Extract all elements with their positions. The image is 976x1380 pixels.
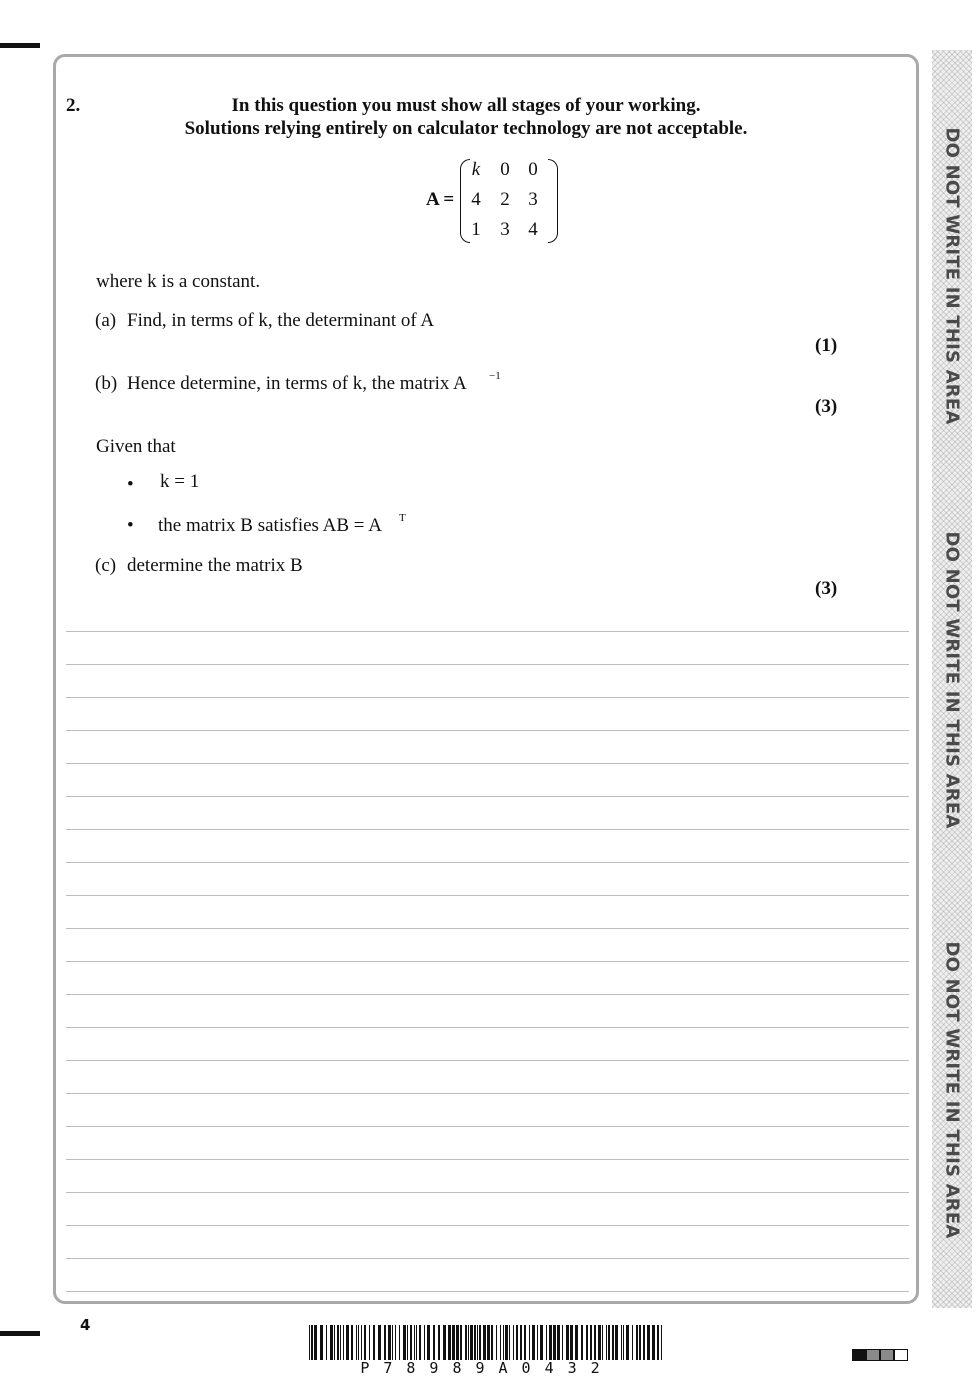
- barcode-bar: [505, 1325, 508, 1360]
- page-number: 4: [80, 1316, 91, 1334]
- barcode-bar: [661, 1325, 662, 1360]
- right-parenthesis: [548, 159, 558, 243]
- barcode-bar: [474, 1325, 476, 1360]
- barcode-bar: [392, 1325, 393, 1360]
- matrix-cell: 3: [528, 189, 538, 210]
- barcode-bar: [623, 1325, 624, 1360]
- barcode-bar: [399, 1325, 400, 1360]
- barcode-bar: [479, 1325, 481, 1360]
- condition-1: k = 1: [160, 471, 200, 492]
- answer-line[interactable]: [66, 1225, 909, 1226]
- barcode-bar: [460, 1325, 462, 1360]
- part-b-sup: −1: [489, 370, 501, 382]
- barcode-bar: [532, 1325, 535, 1360]
- barcode-bar: [448, 1325, 451, 1360]
- matrix-cell: 1: [471, 219, 481, 240]
- barcode-bar: [608, 1325, 610, 1360]
- barcode-bar: [309, 1325, 310, 1360]
- answer-line[interactable]: [66, 1192, 909, 1193]
- barcode-bar: [465, 1325, 467, 1360]
- part-a-label: (a): [95, 310, 117, 331]
- barcode-bar: [334, 1325, 335, 1360]
- margin-mark-top: [0, 43, 40, 48]
- barcode-bar: [562, 1325, 563, 1360]
- barcode-bar: [346, 1325, 349, 1360]
- answer-line[interactable]: [66, 1126, 909, 1127]
- answer-line[interactable]: [66, 928, 909, 929]
- barcode-bar: [570, 1325, 573, 1360]
- barcode-bar: [311, 1325, 313, 1360]
- condition-2: the matrix B satisfies AB = A: [158, 515, 382, 536]
- barcode-bar: [487, 1325, 490, 1360]
- barcode-bar: [410, 1325, 412, 1360]
- barcode-bar: [647, 1325, 650, 1360]
- part-b-label: (b): [95, 373, 118, 394]
- barcode: [309, 1325, 665, 1360]
- barcode-bar: [330, 1325, 333, 1360]
- barcode-bar: [477, 1325, 478, 1360]
- barcode-bar: [513, 1325, 514, 1360]
- answer-line[interactable]: [66, 631, 909, 632]
- barcode-bar: [438, 1325, 440, 1360]
- barcode-bar: [590, 1325, 592, 1360]
- answer-line[interactable]: [66, 895, 909, 896]
- barcode-bar: [470, 1325, 473, 1360]
- instruction-line-1: In this question you must show all stages of your working.: [231, 95, 701, 116]
- barcode-bar: [586, 1325, 588, 1360]
- barcode-bar: [615, 1325, 618, 1360]
- barcode-bar: [602, 1325, 603, 1360]
- barcode-bar: [657, 1325, 659, 1360]
- answer-line[interactable]: [66, 994, 909, 995]
- answer-line[interactable]: [66, 763, 909, 764]
- barcode-bar: [652, 1325, 655, 1360]
- part-c-marks: (3): [815, 578, 838, 599]
- barcode-bar: [433, 1325, 435, 1360]
- question-number: 2.: [66, 95, 81, 116]
- matrix-cell: 3: [500, 219, 510, 240]
- answer-line[interactable]: [66, 1291, 909, 1292]
- where-text: where k is a constant.: [96, 271, 261, 292]
- given-that: Given that: [96, 436, 176, 457]
- barcode-bar: [388, 1325, 391, 1360]
- barcode-bar: [403, 1325, 406, 1360]
- tracker-block: [880, 1349, 894, 1361]
- barcode-bar: [378, 1325, 381, 1360]
- barcode-bar: [384, 1325, 386, 1360]
- part-b-marks: (3): [815, 396, 838, 417]
- barcode-bar: [581, 1325, 583, 1360]
- barcode-bar: [594, 1325, 596, 1360]
- barcode-bar: [452, 1325, 455, 1360]
- barcode-bar: [496, 1325, 497, 1360]
- barcode-bar: [500, 1325, 501, 1360]
- barcode-bar: [314, 1325, 317, 1360]
- barcode-bar: [557, 1325, 560, 1360]
- barcode-bar: [468, 1325, 469, 1360]
- barcode-bar: [636, 1325, 638, 1360]
- barcode-bar: [337, 1325, 339, 1360]
- barcode-bar: [632, 1325, 633, 1360]
- barcode-bar: [503, 1325, 504, 1360]
- barcode-bar: [491, 1325, 493, 1360]
- page-tracker: [852, 1349, 908, 1361]
- answer-line[interactable]: [66, 730, 909, 731]
- barcode-bar: [524, 1325, 526, 1360]
- barcode-bar: [407, 1325, 408, 1360]
- side-notice-2: DO NOT WRITE IN THIS AREA: [941, 531, 963, 829]
- answer-line[interactable]: [66, 961, 909, 962]
- matrix-cell: 4: [528, 219, 538, 240]
- barcode-bar: [529, 1325, 530, 1360]
- answer-line[interactable]: [66, 829, 909, 830]
- matrix-cell: k: [471, 159, 481, 180]
- answer-frame: [53, 54, 919, 1304]
- part-c-text: determine the matrix B: [127, 555, 303, 576]
- barcode-bar: [598, 1325, 601, 1360]
- barcode-bar: [395, 1325, 396, 1360]
- barcode-bar: [364, 1325, 366, 1360]
- tracker-block: [852, 1349, 866, 1361]
- barcode-bar: [509, 1325, 510, 1360]
- part-a-marks: (1): [815, 335, 838, 356]
- barcode-bar: [520, 1325, 522, 1360]
- matrix-cell: 0: [500, 159, 510, 180]
- barcode-bar: [575, 1325, 578, 1360]
- barcode-bar: [540, 1325, 543, 1360]
- barcode-bar: [416, 1325, 417, 1360]
- barcode-bar: [424, 1325, 425, 1360]
- answer-line[interactable]: [66, 1060, 909, 1061]
- barcode-bar: [516, 1325, 518, 1360]
- barcode-bar: [340, 1325, 341, 1360]
- barcode-bar: [373, 1325, 375, 1360]
- barcode-bar: [356, 1325, 357, 1360]
- tracker-block: [894, 1349, 908, 1361]
- barcode-bar: [483, 1325, 486, 1360]
- barcode-bar: [361, 1325, 362, 1360]
- answer-line[interactable]: [66, 664, 909, 665]
- barcode-bar: [546, 1325, 547, 1360]
- answer-line[interactable]: [66, 796, 909, 797]
- matrix-label: A =: [426, 189, 455, 210]
- barcode-bar: [639, 1325, 641, 1360]
- answer-line[interactable]: [66, 1258, 909, 1259]
- answer-line[interactable]: [66, 1093, 909, 1094]
- barcode-bar: [343, 1325, 344, 1360]
- barcode-bar: [326, 1325, 327, 1360]
- barcode-bar: [456, 1325, 459, 1360]
- part-c-label: (c): [95, 555, 117, 576]
- answer-line[interactable]: [66, 862, 909, 863]
- barcode-bar: [612, 1325, 614, 1360]
- part-b-text: Hence determine, in terms of k, the matrix A: [127, 373, 467, 394]
- matrix-cell: 4: [471, 189, 481, 210]
- barcode-bar: [427, 1325, 430, 1360]
- condition-2-sup: T: [399, 512, 406, 524]
- part-a-text: Find, in terms of k, the determinant of A: [127, 310, 435, 331]
- answer-line[interactable]: [66, 1027, 909, 1028]
- barcode-bar: [626, 1325, 629, 1360]
- barcode-bar: [320, 1325, 323, 1360]
- barcode-bar: [351, 1325, 353, 1360]
- matrix-cell: 2: [500, 189, 510, 210]
- barcode-bar: [549, 1325, 552, 1360]
- margin-mark-bottom: [0, 1331, 40, 1336]
- barcode-bar: [369, 1325, 370, 1360]
- answer-line[interactable]: [66, 697, 909, 698]
- barcode-bar: [621, 1325, 622, 1360]
- matrix-cell: 0: [528, 159, 538, 180]
- barcode-bar: [419, 1325, 421, 1360]
- side-notice-3: DO NOT WRITE IN THIS AREA: [941, 941, 963, 1239]
- bullet-2: •: [127, 515, 134, 536]
- barcode-bar: [606, 1325, 607, 1360]
- barcode-bar: [566, 1325, 569, 1360]
- barcode-bar: [643, 1325, 645, 1360]
- tracker-block: [866, 1349, 880, 1361]
- barcode-bar: [443, 1325, 446, 1360]
- bullet-1: •: [127, 474, 134, 495]
- barcode-text: P78989A0432: [360, 1359, 614, 1377]
- barcode-bar: [537, 1325, 538, 1360]
- answer-line[interactable]: [66, 1159, 909, 1160]
- instruction-line-2: Solutions relying entirely on calculator technology are not acceptable.: [184, 118, 748, 139]
- barcode-bar: [553, 1325, 556, 1360]
- side-notice-1: DO NOT WRITE IN THIS AREA: [941, 127, 963, 425]
- barcode-bar: [414, 1325, 415, 1360]
- barcode-bar: [358, 1325, 359, 1360]
